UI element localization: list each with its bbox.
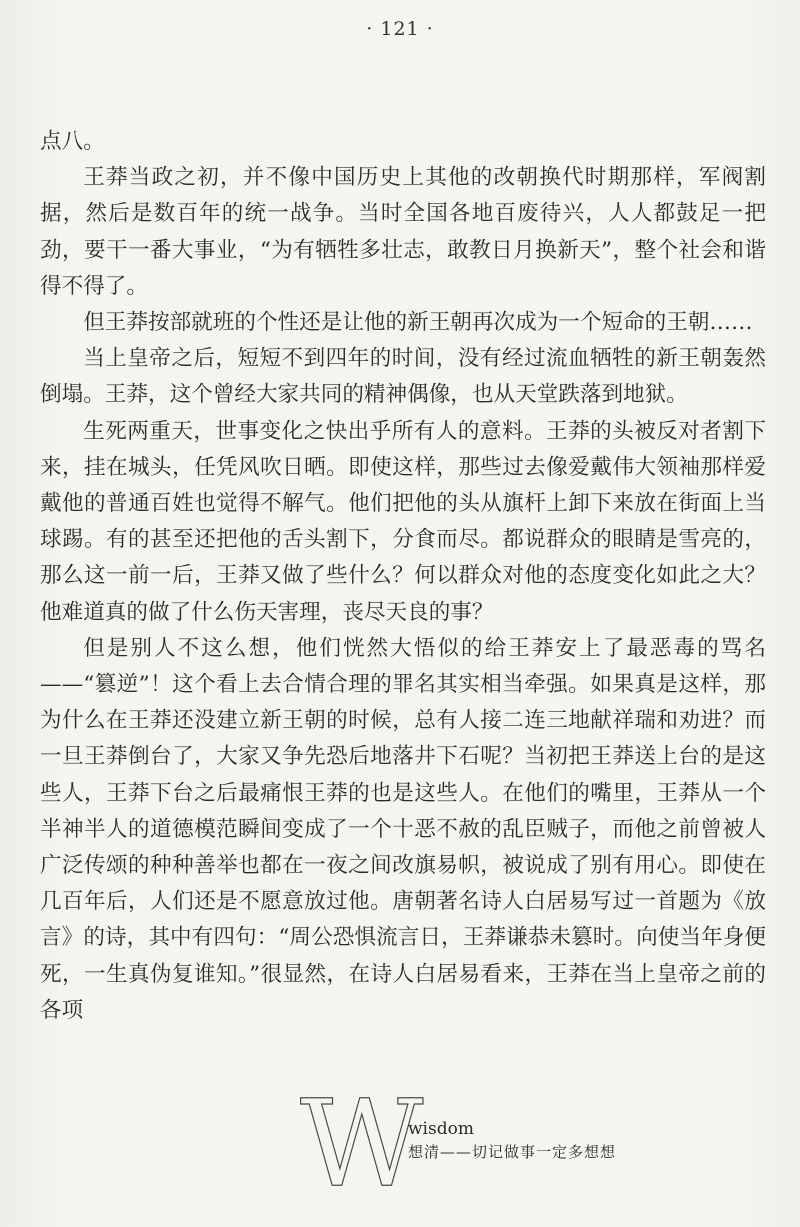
paragraph: 当上皇帝之后，短短不到四年的时间，没有经过流血牺牲的新王朝轰然倒塌。王莽，这个曾经大家共同的精神偶像，也从天堂跌落到地狱。 [40,346,766,408]
footer-slogan: 想清——切记做事一定多想想 [408,1143,617,1161]
paragraph: 点八。 [40,129,105,154]
svg-text:W: W [300,1085,424,1195]
paragraph: 王莽当政之初，并不像中国历史上其他的改朝换代时期那样，军阀割据，然后是数百年的统一战争。当时全国各地百废待兴，人人都鼓足一把劲，要干一番大事业，“为有牺牲多壮志，敢教日月换新天”，整个社会和谐得不得了。 [40,165,766,299]
body-text [40,124,766,1029]
paragraph: 但王莽按部就班的个性还是让他的新王朝再次成为一个短命的王朝…… [83,310,753,336]
paragraph: 生死两重天，世事变化之快出乎所有人的意料。王莽的头被反对者割下来，挂在城头，任凭风吹日晒。即使这样，那些过去像爱戴伟大领袖那样爱戴他的普通百姓也觉得不解气。他们把他的头从旗杆上卸下来放在街面上当球踢。有的甚至还把他的舌头割下，分食而尽。都说群众的眼睛是雪亮的，那么这一前一后，王莽又做了些什么？何以群众对他的态度变化如此之大？他难道真的做了什么伤天害理，丧尽天良的事？ [40,418,766,625]
page-number: · 121 · [366,18,434,40]
footer-brand [300,1085,660,1195]
footer-word: wisdom [408,1119,474,1139]
paragraph: 但是别人不这么想，他们恍然大悟似的给王莽安上了最恶毒的骂名——“篡逆”！这个看上去合情合理的罪名其实相当牵强。如果真是这样，那为什么在王莽还没建立新王朝的时候，总有人接二连三地献祥瑞和劝进？而一旦王莽倒台了，大家又争先恐后地落井下石呢？当初把王莽送上台的是这些人，王莽下台之后最痛恨王莽的也是这些人。在他们的嘴里，王莽从一个半神半人的道德模范瞬间变成了一个十恶不赦的乱臣贼子，而他之前曾被人广泛传颂的种种善举也都在一夜之间改旗易帜，被说成了别有用心。即使在几百年后，人们还是不愿意放过他。唐朝著名诗人白居易写过一首题为《放言》的诗，其中有四句：“周公恐惧流言日，王莽谦恭未篡时。向使当年身便死，一生真伪复谁知。”很显然，在诗人白居易看来，王莽在当上皇帝之前的各项 [40,635,766,1023]
w-logo-icon [300,1085,450,1195]
